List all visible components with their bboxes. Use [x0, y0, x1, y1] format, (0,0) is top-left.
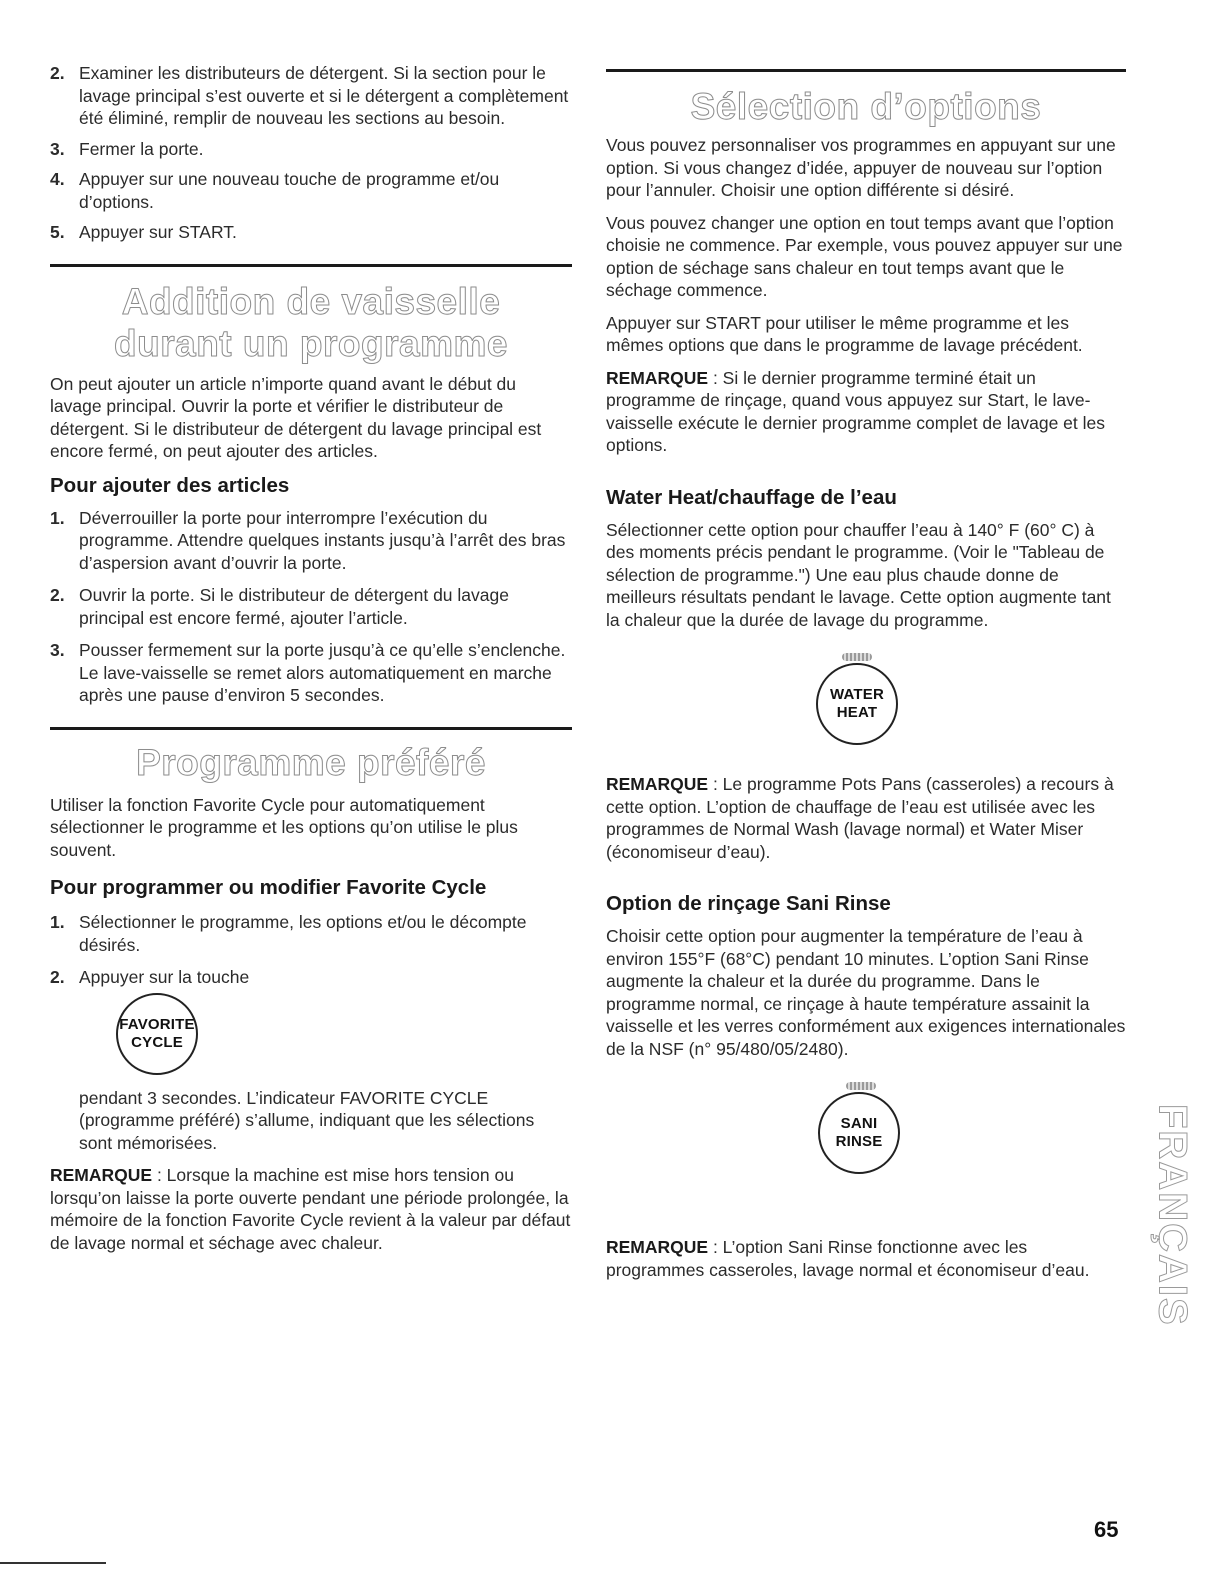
- button-label: CYCLE: [131, 1033, 183, 1051]
- right-column: [606, 0, 1126, 1281]
- subhead-water-heat: Water Heat/chauffage de l’eau: [606, 485, 897, 509]
- step-text: Ouvrir la porte. Si le distributeur de détergent du lavage principal est encore fermé, ajouter l’article.: [79, 585, 509, 628]
- section-divider: [606, 69, 1126, 72]
- favorite-paragraph: Utiliser la fonction Favorite Cycle pour automatiquement sélectionner le programme et les options qu’on utilise le plus souvent.: [50, 794, 518, 860]
- step-text: Appuyer sur START.: [79, 222, 237, 242]
- selection-p3: Appuyer sur START pour utiliser le même programme et les mêmes options que dans le programme de lavage précédent.: [606, 312, 1083, 355]
- subhead-favorite-cycle: Pour programmer ou modifier Favorite Cycle: [50, 876, 487, 899]
- list-item: [50, 507, 572, 575]
- addition-paragraph: On peut ajouter un article n’importe quand avant le début du lavage principal. Ouvrir la porte et vérifier le distributeur de détergent. Si le distributeur de détergent du lavage principal est encore fermé, on peut ajouter des articles.: [50, 373, 542, 461]
- selection-remark: [606, 367, 1126, 457]
- selection-p1: Vous pouvez personnaliser vos programmes en appuyant sur une option. Si vous changez d’idée, appuyer de nouveau sur l’option pour l’annuler. Choisir une option différente si désiré.: [606, 135, 1116, 200]
- favorite-after-button: pendant 3 secondes. L’indicateur FAVORITE CYCLE (programme préféré) s’allume, indiquant que les sélections sont mémorisées.: [79, 1087, 535, 1153]
- favorite-cycle-button[interactable]: [116, 993, 198, 1075]
- step-text: Examiner les distributeurs de détergent. Si la section pour le lavage principal s’est ouverte et si le détergent a complètement été éliminé, remplir de nouveau les sections au besoin.: [79, 63, 569, 128]
- section-title-selection: Sélection d’options: [690, 86, 1042, 127]
- step-text: Fermer la porte.: [79, 138, 204, 159]
- step-text: Appuyer sur la touche: [79, 967, 250, 987]
- remark-label: REMARQUE: [606, 1237, 709, 1257]
- list-item: [50, 168, 572, 213]
- water-heat-button[interactable]: [816, 663, 898, 745]
- subhead-add-articles: Pour ajouter des articles: [50, 473, 290, 497]
- list-item: [50, 911, 572, 956]
- step-number: 4.: [50, 169, 65, 189]
- list-item: [50, 138, 572, 161]
- water-heat-remark: [606, 773, 1126, 863]
- step-number: 1.: [50, 507, 65, 528]
- intro-steps: [50, 62, 572, 244]
- sani-rinse-button[interactable]: [818, 1092, 900, 1174]
- favorite-remark: [50, 1164, 572, 1254]
- step-number: 2.: [50, 585, 65, 605]
- favorite-cycle-button-figure: [50, 993, 572, 1085]
- list-item: [50, 966, 572, 989]
- button-label: SANI: [840, 1115, 878, 1132]
- step-number: 3.: [50, 640, 65, 660]
- section-title-favorite: Programme préféré: [136, 741, 486, 783]
- left-column: [50, 0, 572, 1254]
- indicator-light-icon: [842, 653, 872, 661]
- language-label: FRANÇAIS: [1150, 1103, 1195, 1327]
- button-label: FAVORITE: [119, 1015, 195, 1033]
- sani-rinse-remark: [606, 1236, 1126, 1281]
- subhead-sani-rinse: Option de rinçage Sani Rinse: [606, 892, 891, 915]
- remark-text: : Si le dernier programme terminé était un programme de rinçage, quand vous appuyez sur Start, le lave-vaisselle exécute le dernier programme complet de lavage et les options.: [606, 367, 1106, 455]
- sani-rinse-button-figure: [606, 1078, 1126, 1196]
- list-item: [50, 62, 572, 130]
- step-number: 3.: [50, 138, 65, 159]
- remark-text: : Le programme Pots Pans (casseroles) a recours à cette option. L’option de chauffage de l’eau est utilisée avec les programmes de Normal Wash (lavage normal) et Water Miser (économiseur d’eau).: [606, 774, 1114, 862]
- footer-divider: [0, 1562, 106, 1564]
- list-item: [50, 639, 572, 707]
- list-item: [50, 584, 572, 629]
- selection-p2: Vous pouvez changer une option en tout temps avant que l’option choisie ne commence. Par exemple, vous pouvez appuyer sur une option de séchage sans chaleur en tout temps avant que le séchage commence.: [606, 212, 1123, 300]
- step-number: 1.: [50, 912, 65, 932]
- step-text: Pousser fermement sur la porte jusqu’à ce qu’elle s’enclenche. Le lave-vaisselle se remet alors automatiquement en marche après une pause d’environ 5 secondes.: [79, 640, 566, 705]
- title-line: durant un programme: [114, 322, 508, 364]
- section-divider: [50, 264, 572, 267]
- list-item: [50, 221, 572, 244]
- step-text: Déverrouiller la porte pour interrompre l’exécution du programme. Attendre quelques instants jusqu’à l’arrêt des bras d’aspersion avant d’ouvrir la porte.: [79, 507, 566, 573]
- button-label: RINSE: [835, 1133, 883, 1150]
- step-number: 2.: [50, 63, 65, 83]
- water-heat-button-figure: [606, 649, 1126, 761]
- button-label: WATER: [829, 686, 885, 703]
- step-text: Appuyer sur une nouveau touche de programme et/ou d’options.: [79, 169, 500, 212]
- section-divider: [50, 727, 572, 730]
- remark-label: REMARQUE: [50, 1165, 153, 1185]
- button-label: HEAT: [836, 704, 878, 721]
- step-number: 5.: [50, 222, 65, 242]
- sani-rinse-paragraph: Choisir cette option pour augmenter la température de l’eau à environ 155°F (68°C) pendant 10 minutes. L’option Sani Rinse augmente la chaleur et la durée du programme. Dans le programme normal, ce rinçage à haute température assainit la vaisselle et les verres conformément aux exigences internationales de la NSF (n° 95/480/05/2480).: [606, 926, 1126, 1059]
- remark-label: REMARQUE: [606, 774, 709, 794]
- water-heat-paragraph: Sélectionner cette option pour chauffer l’eau à 140° F (60° C) à des moments précis pendant le programme. (Voir le "Tableau de sélection de programme.") Une eau plus chaude donne de meilleurs résultats pendant le lavage. Cette option augmente tant la chaleur que la durée de lavage du programme.: [606, 519, 1111, 630]
- page-number: 65: [1094, 1517, 1119, 1542]
- remark-label: REMARQUE: [606, 367, 709, 388]
- add-articles-steps: [50, 507, 572, 707]
- section-title-addition: [50, 281, 572, 365]
- indicator-light-icon: [846, 1082, 876, 1090]
- remark-text: : Lorsque la machine est mise hors tension ou lorsqu’on laisse la porte ouverte pendant une période prolongée, la mémoire de la fonction Favorite Cycle revient à la valeur par défaut de lavage normal et séchage avec chaleur.: [50, 1165, 571, 1253]
- title-line: Addition de vaisselle: [121, 280, 501, 322]
- step-number: 2.: [50, 967, 65, 987]
- remark-text: : L’option Sani Rinse fonctionne avec les programmes casseroles, lavage normal et économiseur d’eau.: [606, 1237, 1090, 1280]
- step-text: Sélectionner le programme, les options et/ou le décompte désirés.: [79, 912, 527, 955]
- language-side-tab: [1150, 1080, 1194, 1350]
